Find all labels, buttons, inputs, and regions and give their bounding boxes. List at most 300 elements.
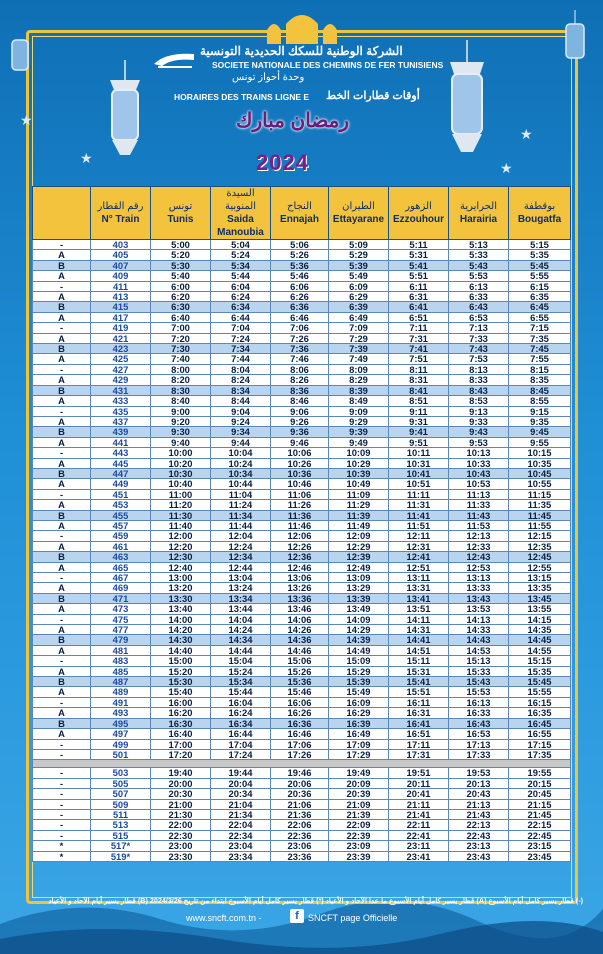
column-header-fr: Ezzouhour bbox=[392, 214, 445, 225]
time-cell: 14:51 bbox=[389, 645, 449, 655]
time-cell: 15:13 bbox=[449, 656, 509, 666]
time-cell: 16:53 bbox=[449, 729, 509, 739]
time-cell: 12:51 bbox=[389, 562, 449, 572]
time-cell: 10:15 bbox=[509, 448, 571, 458]
train-number-cell: 499 bbox=[91, 739, 151, 749]
time-cell: 14:13 bbox=[449, 614, 509, 624]
time-cell: 9:15 bbox=[509, 406, 571, 416]
time-cell: 12:43 bbox=[449, 552, 509, 562]
column-header-fr: N° Train bbox=[101, 214, 140, 225]
time-cell: 5:26 bbox=[271, 250, 329, 260]
time-cell: 6:36 bbox=[271, 302, 329, 312]
table-row bbox=[33, 851, 571, 861]
time-cell: 6:51 bbox=[389, 312, 449, 322]
time-cell: 9:24 bbox=[211, 416, 271, 426]
service-code-cell: - bbox=[33, 830, 91, 840]
time-cell: 13:51 bbox=[389, 604, 449, 614]
time-cell: 16:33 bbox=[449, 708, 509, 718]
time-cell: 5:13 bbox=[449, 240, 509, 250]
facebook-page-link[interactable]: SNCFT page Officielle bbox=[308, 913, 398, 923]
time-cell: 13:55 bbox=[509, 604, 571, 614]
time-cell: 10:39 bbox=[329, 468, 389, 478]
table-row bbox=[33, 789, 571, 799]
service-code-cell: - bbox=[33, 531, 91, 541]
time-cell: 14:46 bbox=[271, 645, 329, 655]
time-cell: 13:29 bbox=[329, 583, 389, 593]
time-cell: 15:41 bbox=[389, 677, 449, 687]
time-cell: 13:24 bbox=[211, 583, 271, 593]
time-cell: 20:43 bbox=[449, 789, 509, 799]
time-cell: 22:15 bbox=[509, 820, 571, 830]
time-cell: 14:00 bbox=[151, 614, 211, 624]
time-cell: 8:53 bbox=[449, 396, 509, 406]
time-cell: 7:46 bbox=[271, 354, 329, 364]
service-code-cell: B bbox=[33, 593, 91, 603]
time-cell: 7:51 bbox=[389, 354, 449, 364]
train-number-cell: 485 bbox=[91, 666, 151, 676]
time-cell: 6:13 bbox=[449, 281, 509, 291]
service-code-cell: - bbox=[33, 739, 91, 749]
time-cell: 8:09 bbox=[329, 364, 389, 374]
time-cell: 9:20 bbox=[151, 416, 211, 426]
service-code-cell: A bbox=[33, 666, 91, 676]
company-name-fr: SOCIETE NATIONALE DES CHEMINS DE FER TUNISIENS bbox=[212, 60, 444, 70]
train-number-cell: 437 bbox=[91, 416, 151, 426]
time-cell: 15:51 bbox=[389, 687, 449, 697]
time-cell: 6:35 bbox=[509, 292, 571, 302]
time-cell: 20:09 bbox=[329, 778, 389, 788]
time-cell: 14:29 bbox=[329, 625, 389, 635]
column-header-fr: Harairia bbox=[459, 214, 498, 225]
train-number-cell: 431 bbox=[91, 385, 151, 395]
table-row bbox=[33, 260, 571, 270]
time-cell: 21:15 bbox=[509, 799, 571, 809]
column-header-ar: النجاح bbox=[287, 201, 312, 212]
time-cell: 15:24 bbox=[211, 666, 271, 676]
time-cell: 5:33 bbox=[449, 250, 509, 260]
time-cell: 7:04 bbox=[211, 323, 271, 333]
table-row bbox=[33, 697, 571, 707]
service-code-cell: A bbox=[33, 333, 91, 343]
table-row bbox=[33, 510, 571, 520]
time-cell: 17:35 bbox=[509, 749, 571, 759]
time-cell: 16:11 bbox=[389, 697, 449, 707]
train-number-cell: 509 bbox=[91, 799, 151, 809]
time-cell: 12:26 bbox=[271, 541, 329, 551]
train-number-cell: 425 bbox=[91, 354, 151, 364]
time-cell: 12:11 bbox=[389, 531, 449, 541]
time-cell: 8:26 bbox=[271, 375, 329, 385]
table-row bbox=[33, 573, 571, 583]
time-cell: 20:04 bbox=[211, 778, 271, 788]
table-row bbox=[33, 312, 571, 322]
service-code-cell: A bbox=[33, 312, 91, 322]
time-cell: 11:20 bbox=[151, 500, 211, 510]
time-cell: 7:20 bbox=[151, 333, 211, 343]
train-number-cell: 481 bbox=[91, 645, 151, 655]
time-cell: 23:43 bbox=[449, 851, 509, 861]
time-cell: 11:24 bbox=[211, 500, 271, 510]
service-code-cell: - bbox=[33, 406, 91, 416]
time-cell: 11:00 bbox=[151, 489, 211, 499]
time-cell: 13:33 bbox=[449, 583, 509, 593]
time-cell: 5:30 bbox=[151, 260, 211, 270]
time-cell: 5:45 bbox=[509, 260, 571, 270]
service-code-cell: - bbox=[33, 281, 91, 291]
time-cell: 5:39 bbox=[329, 260, 389, 270]
table-row bbox=[33, 583, 571, 593]
time-cell: 17:26 bbox=[271, 749, 329, 759]
time-cell: 10:36 bbox=[271, 468, 329, 478]
train-number-cell: 459 bbox=[91, 531, 151, 541]
time-cell: 23:04 bbox=[211, 841, 271, 851]
time-cell: 13:35 bbox=[509, 583, 571, 593]
time-cell: 15:45 bbox=[509, 677, 571, 687]
time-cell: 16:04 bbox=[211, 697, 271, 707]
time-cell: 12:33 bbox=[449, 541, 509, 551]
time-cell: 21:45 bbox=[509, 809, 571, 819]
time-cell: 6:06 bbox=[271, 281, 329, 291]
time-cell: 12:39 bbox=[329, 552, 389, 562]
time-cell: 19:49 bbox=[329, 768, 389, 778]
time-cell: 16:34 bbox=[211, 718, 271, 728]
time-cell: 9:04 bbox=[211, 406, 271, 416]
time-cell: 10:29 bbox=[329, 458, 389, 468]
time-cell: 9:41 bbox=[389, 427, 449, 437]
time-cell: 14:36 bbox=[271, 635, 329, 645]
service-code-cell: A bbox=[33, 625, 91, 635]
train-number-cell: 477 bbox=[91, 625, 151, 635]
time-cell: 15:40 bbox=[151, 687, 211, 697]
time-cell: 16:49 bbox=[329, 729, 389, 739]
train-number-cell: 493 bbox=[91, 708, 151, 718]
service-code-cell: A bbox=[33, 375, 91, 385]
table-row bbox=[33, 729, 571, 739]
time-cell: 7:33 bbox=[449, 333, 509, 343]
column-header-fr: Tunis bbox=[167, 214, 194, 225]
time-cell: 6:45 bbox=[509, 302, 571, 312]
time-cell: 13:53 bbox=[449, 604, 509, 614]
time-cell: 23:06 bbox=[271, 841, 329, 851]
column-header-ar: الزهور bbox=[405, 201, 432, 212]
train-number-cell: 495 bbox=[91, 718, 151, 728]
time-cell: 15:26 bbox=[271, 666, 329, 676]
time-cell: 22:39 bbox=[329, 830, 389, 840]
time-cell: 13:00 bbox=[151, 573, 211, 583]
time-cell: 22:13 bbox=[449, 820, 509, 830]
time-cell: 12:46 bbox=[271, 562, 329, 572]
time-cell: 22:06 bbox=[271, 820, 329, 830]
time-cell: 5:29 bbox=[329, 250, 389, 260]
service-code-cell: - bbox=[33, 809, 91, 819]
time-cell: 8:51 bbox=[389, 396, 449, 406]
table-row bbox=[33, 396, 571, 406]
column-header-ar: الطيران bbox=[342, 201, 375, 212]
column-header bbox=[509, 187, 571, 240]
time-cell: 10:26 bbox=[271, 458, 329, 468]
train-number-cell: 457 bbox=[91, 520, 151, 530]
time-cell: 5:31 bbox=[389, 250, 449, 260]
time-cell: 16:30 bbox=[151, 718, 211, 728]
time-cell: 5:36 bbox=[271, 260, 329, 270]
time-cell: 5:40 bbox=[151, 271, 211, 281]
table-row bbox=[33, 489, 571, 499]
time-cell: 20:13 bbox=[449, 778, 509, 788]
time-cell: 6:55 bbox=[509, 312, 571, 322]
time-cell: 9:35 bbox=[509, 416, 571, 426]
time-cell: 13:34 bbox=[211, 593, 271, 603]
time-cell: 9:55 bbox=[509, 437, 571, 447]
time-cell: 11:06 bbox=[271, 489, 329, 499]
table-row bbox=[33, 820, 571, 830]
time-cell: 12:49 bbox=[329, 562, 389, 572]
time-cell: 11:46 bbox=[271, 520, 329, 530]
service-code-cell: - bbox=[33, 489, 91, 499]
website-link[interactable]: www.sncft.com.tn - bbox=[186, 913, 262, 923]
train-number-cell: 519* bbox=[91, 851, 151, 861]
service-code-cell: - bbox=[33, 614, 91, 624]
table-row bbox=[33, 448, 571, 458]
train-number-cell: 435 bbox=[91, 406, 151, 416]
table-row bbox=[33, 323, 571, 333]
time-cell: 7:31 bbox=[389, 333, 449, 343]
train-number-cell: 467 bbox=[91, 573, 151, 583]
table-row bbox=[33, 677, 571, 687]
table-row bbox=[33, 240, 571, 250]
time-cell: 10:11 bbox=[389, 448, 449, 458]
time-cell: 14:34 bbox=[211, 635, 271, 645]
time-cell: 21:06 bbox=[271, 799, 329, 809]
time-cell: 15:00 bbox=[151, 656, 211, 666]
time-cell: 7:43 bbox=[449, 344, 509, 354]
time-cell: 9:33 bbox=[449, 416, 509, 426]
time-cell: 11:51 bbox=[389, 520, 449, 530]
time-cell: 12:44 bbox=[211, 562, 271, 572]
time-cell: 16:15 bbox=[509, 697, 571, 707]
time-cell: 22:30 bbox=[151, 830, 211, 840]
horaires-title-fr: HORAIRES DES TRAINS LIGNE E bbox=[174, 92, 310, 102]
time-cell: 11:26 bbox=[271, 500, 329, 510]
time-cell: 7:06 bbox=[271, 323, 329, 333]
service-code-cell: A bbox=[33, 292, 91, 302]
time-cell: 12:29 bbox=[329, 541, 389, 551]
time-cell: 7:36 bbox=[271, 344, 329, 354]
time-cell: 15:46 bbox=[271, 687, 329, 697]
table-row bbox=[33, 500, 571, 510]
time-cell: 13:43 bbox=[449, 593, 509, 603]
time-cell: 7:13 bbox=[449, 323, 509, 333]
time-cell: 21:43 bbox=[449, 809, 509, 819]
time-cell: 7:45 bbox=[509, 344, 571, 354]
time-cell: 13:31 bbox=[389, 583, 449, 593]
column-header-ar: الحرايرية bbox=[459, 201, 498, 212]
time-cell: 8:20 bbox=[151, 375, 211, 385]
time-cell: 5:43 bbox=[449, 260, 509, 270]
table-row bbox=[33, 531, 571, 541]
time-cell: 5:15 bbox=[509, 240, 571, 250]
service-code-cell: * bbox=[33, 851, 91, 861]
time-cell: 9:40 bbox=[151, 437, 211, 447]
time-cell: 15:20 bbox=[151, 666, 211, 676]
time-cell: 23:13 bbox=[449, 841, 509, 851]
train-number-cell: 451 bbox=[91, 489, 151, 499]
time-cell: 9:46 bbox=[271, 437, 329, 447]
lantern-icon bbox=[6, 30, 34, 90]
table-row bbox=[33, 552, 571, 562]
service-code-cell: A bbox=[33, 645, 91, 655]
time-cell: 12:13 bbox=[449, 531, 509, 541]
footer-notes: (-) قطار يسير كامل أيام الأسبوع (A) قطار يسير كامل أيام الأسبوع ما عدا الآحاد و الأعياد (*) قطار يسير كامل أيام الأسبوع ابتداء من تاريخ 2024/3/26 (B) قطار يسير أيام الآحاد و الأعياد bbox=[48, 896, 583, 905]
time-cell: 15:06 bbox=[271, 656, 329, 666]
time-cell: 7:29 bbox=[329, 333, 389, 343]
train-number-cell: 483 bbox=[91, 656, 151, 666]
time-cell: 15:43 bbox=[449, 677, 509, 687]
star-icon: ★ bbox=[520, 126, 533, 142]
table-row bbox=[33, 354, 571, 364]
time-cell: 10:49 bbox=[329, 479, 389, 489]
time-cell: 6:44 bbox=[211, 312, 271, 322]
time-cell: 15:34 bbox=[211, 677, 271, 687]
time-cell: 14:04 bbox=[211, 614, 271, 624]
time-cell: 11:40 bbox=[151, 520, 211, 530]
time-cell: 15:39 bbox=[329, 677, 389, 687]
time-cell: 12:55 bbox=[509, 562, 571, 572]
time-cell: 7:41 bbox=[389, 344, 449, 354]
time-cell: 7:11 bbox=[389, 323, 449, 333]
time-cell: 17:20 bbox=[151, 749, 211, 759]
time-cell: 14:43 bbox=[449, 635, 509, 645]
time-cell: 7:35 bbox=[509, 333, 571, 343]
time-cell: 6:39 bbox=[329, 302, 389, 312]
table-row bbox=[33, 344, 571, 354]
time-cell: 9:11 bbox=[389, 406, 449, 416]
time-cell: 17:04 bbox=[211, 739, 271, 749]
time-cell: 8:11 bbox=[389, 364, 449, 374]
train-number-cell: 503 bbox=[91, 768, 151, 778]
table-row bbox=[33, 749, 571, 759]
time-cell: 15:49 bbox=[329, 687, 389, 697]
time-cell: 13:06 bbox=[271, 573, 329, 583]
table-row bbox=[33, 593, 571, 603]
horaires-title-ar: أوقات قطارات الخط bbox=[326, 90, 420, 102]
time-cell: 11:43 bbox=[449, 510, 509, 520]
time-cell: 8:31 bbox=[389, 375, 449, 385]
train-number-cell: 501 bbox=[91, 749, 151, 759]
column-header bbox=[91, 187, 151, 240]
table-row bbox=[33, 562, 571, 572]
time-cell: 10:51 bbox=[389, 479, 449, 489]
time-cell: 21:34 bbox=[211, 809, 271, 819]
time-cell: 10:34 bbox=[211, 468, 271, 478]
train-number-cell: 455 bbox=[91, 510, 151, 520]
time-cell: 17:24 bbox=[211, 749, 271, 759]
time-cell: 5:09 bbox=[329, 240, 389, 250]
time-cell: 12:31 bbox=[389, 541, 449, 551]
time-cell: 10:44 bbox=[211, 479, 271, 489]
time-cell: 5:49 bbox=[329, 271, 389, 281]
time-cell: 20:45 bbox=[509, 789, 571, 799]
train-number-cell: 479 bbox=[91, 635, 151, 645]
time-cell: 6:29 bbox=[329, 292, 389, 302]
time-cell: 16:24 bbox=[211, 708, 271, 718]
time-cell: 7:44 bbox=[211, 354, 271, 364]
time-cell: 6:46 bbox=[271, 312, 329, 322]
table-row bbox=[33, 614, 571, 624]
time-cell: 12:34 bbox=[211, 552, 271, 562]
service-code-cell: A bbox=[33, 729, 91, 739]
time-cell: 15:11 bbox=[389, 656, 449, 666]
time-cell: 12:41 bbox=[389, 552, 449, 562]
time-cell: 5:41 bbox=[389, 260, 449, 270]
time-cell: 17:31 bbox=[389, 749, 449, 759]
star-icon: ★ bbox=[500, 160, 513, 176]
time-cell: 23:45 bbox=[509, 851, 571, 861]
time-cell: 10:09 bbox=[329, 448, 389, 458]
time-cell: 8:24 bbox=[211, 375, 271, 385]
time-cell: 13:04 bbox=[211, 573, 271, 583]
time-cell: 13:13 bbox=[449, 573, 509, 583]
train-number-cell: 515 bbox=[91, 830, 151, 840]
time-cell: 9:44 bbox=[211, 437, 271, 447]
table-row bbox=[33, 385, 571, 395]
time-cell: 6:34 bbox=[211, 302, 271, 312]
lantern-icon bbox=[560, 10, 590, 80]
time-cell: 14:35 bbox=[509, 625, 571, 635]
table-row bbox=[33, 406, 571, 416]
column-header-ar: السيدة المنوبية bbox=[225, 188, 256, 212]
time-cell: 13:40 bbox=[151, 604, 211, 614]
time-cell: 6:33 bbox=[449, 292, 509, 302]
table-row bbox=[33, 416, 571, 426]
time-cell: 7:55 bbox=[509, 354, 571, 364]
time-cell: 11:45 bbox=[509, 510, 571, 520]
column-header-ar: رقم القطار bbox=[97, 201, 144, 212]
train-number-cell: 415 bbox=[91, 302, 151, 312]
time-cell: 7:34 bbox=[211, 344, 271, 354]
time-cell: 5:51 bbox=[389, 271, 449, 281]
time-cell: 10:20 bbox=[151, 458, 211, 468]
time-cell: 5:24 bbox=[211, 250, 271, 260]
time-cell: 15:33 bbox=[449, 666, 509, 676]
train-number-cell: 471 bbox=[91, 593, 151, 603]
time-cell: 8:49 bbox=[329, 396, 389, 406]
service-code-cell: B bbox=[33, 552, 91, 562]
train-number-cell: 427 bbox=[91, 364, 151, 374]
time-cell: 15:31 bbox=[389, 666, 449, 676]
service-code-cell: - bbox=[33, 799, 91, 809]
table-row bbox=[33, 437, 571, 447]
time-cell: 14:24 bbox=[211, 625, 271, 635]
time-cell: 12:15 bbox=[509, 531, 571, 541]
time-cell: 13:36 bbox=[271, 593, 329, 603]
time-cell: 11:35 bbox=[509, 500, 571, 510]
time-cell: 5:04 bbox=[211, 240, 271, 250]
service-code-cell: A bbox=[33, 437, 91, 447]
ramadan-greeting: رمضان مبارك bbox=[236, 110, 350, 132]
column-header bbox=[329, 187, 389, 240]
train-number-cell: 429 bbox=[91, 375, 151, 385]
time-cell: 5:55 bbox=[509, 271, 571, 281]
service-code-cell: B bbox=[33, 510, 91, 520]
time-cell: 7:24 bbox=[211, 333, 271, 343]
time-cell: 15:55 bbox=[509, 687, 571, 697]
time-cell: 8:13 bbox=[449, 364, 509, 374]
train-number-cell: 511 bbox=[91, 809, 151, 819]
table-row bbox=[33, 625, 571, 635]
time-cell: 8:39 bbox=[329, 385, 389, 395]
time-cell: 16:51 bbox=[389, 729, 449, 739]
train-number-cell: 491 bbox=[91, 697, 151, 707]
